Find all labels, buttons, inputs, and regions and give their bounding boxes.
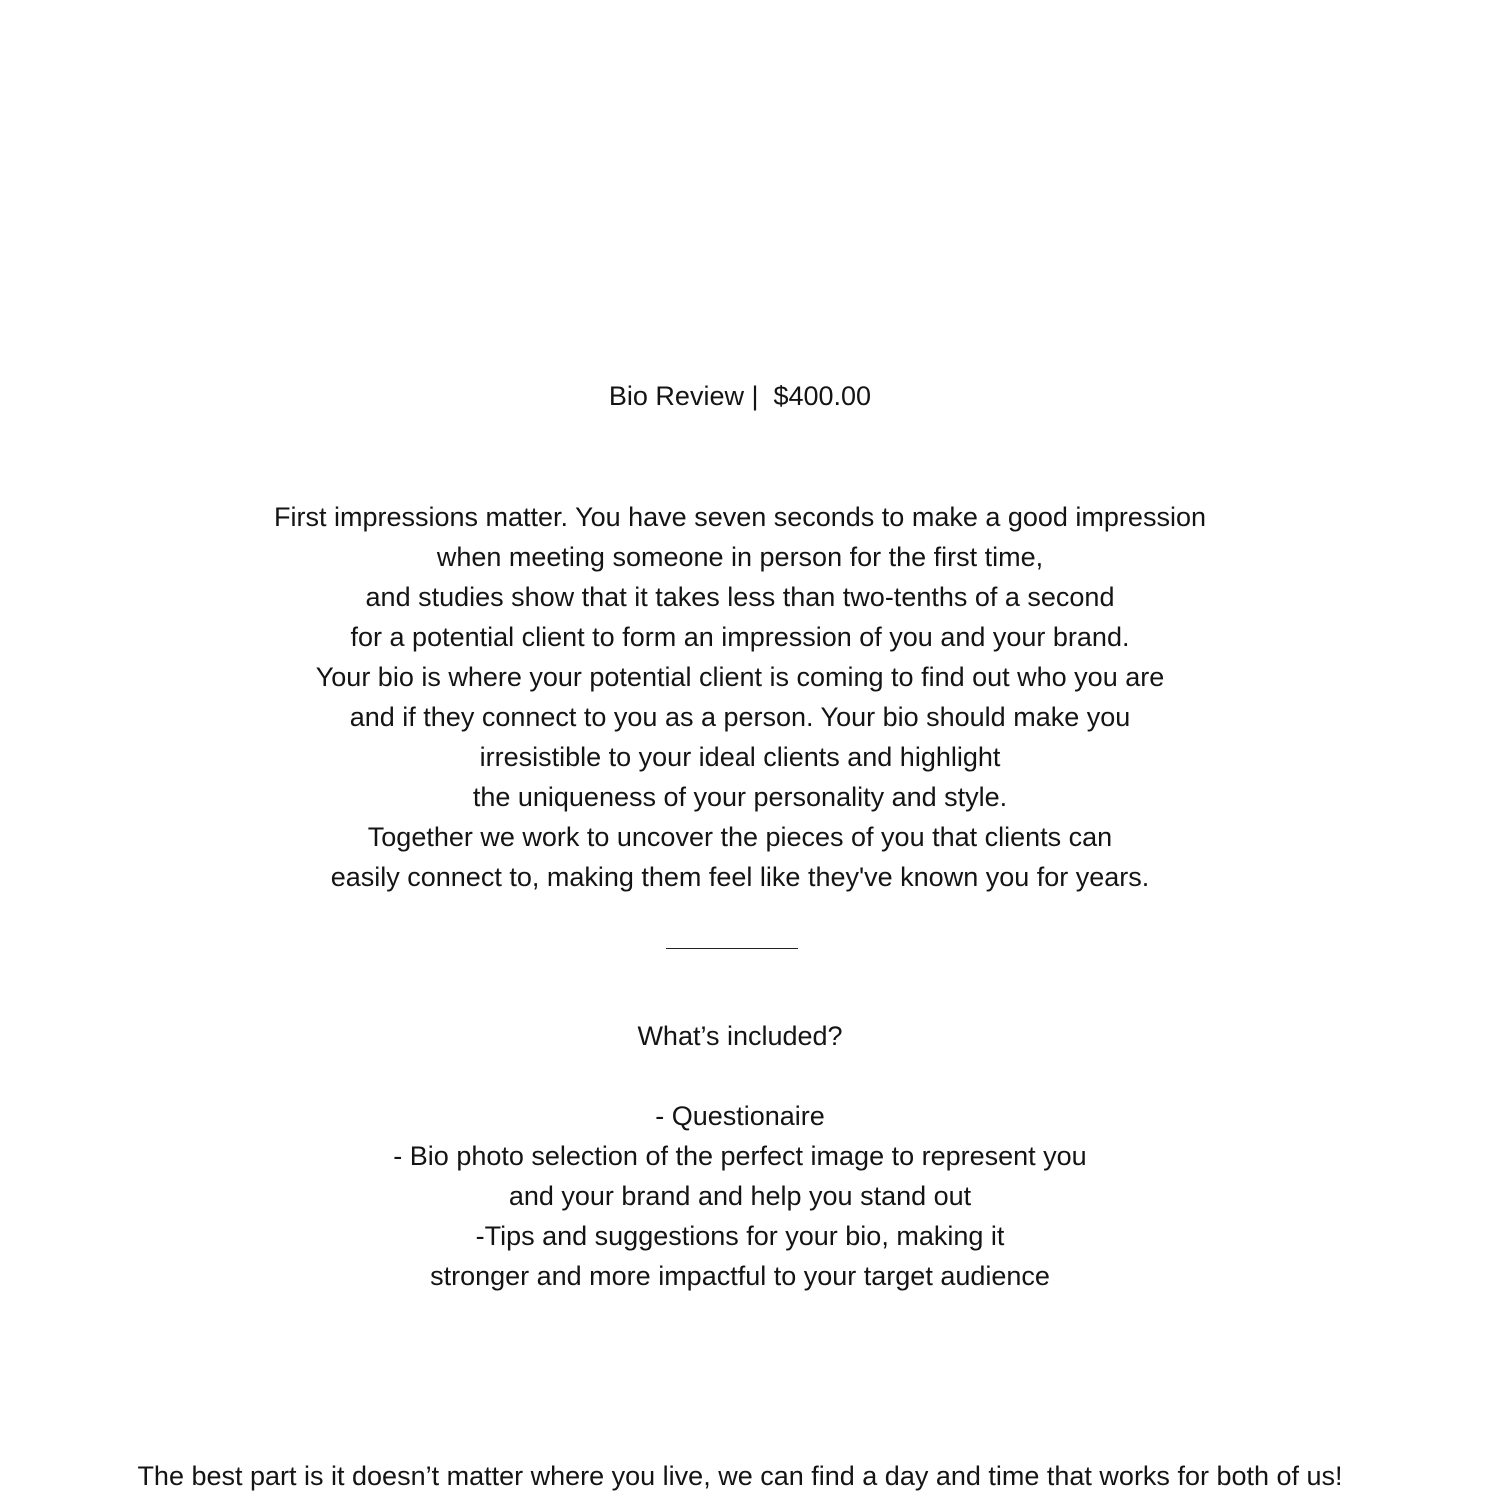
intro-line: Together we work to uncover the pieces of you that clients can [367, 822, 1113, 852]
intro-line: when meeting someone in person for the first time, [436, 542, 1044, 572]
included-item: stronger and more impactful to your target audience [430, 1261, 1050, 1291]
intro-line: easily connect to, making them feel like they've known you for years. [330, 862, 1150, 892]
included-item: -Tips and suggestions for your bio, making it [475, 1221, 1005, 1251]
included-item: - Bio photo selection of the perfect image to represent you [393, 1141, 1087, 1171]
included-list [0, 1096, 1480, 1296]
intro-description [0, 497, 1480, 897]
intro-line: and if they connect to you as a person. Your bio should make you [349, 702, 1131, 732]
intro-line: irresistible to your ideal clients and highlight [479, 742, 1001, 772]
included-item: and your brand and help you stand out [508, 1181, 972, 1211]
service-title: Bio Review | $400.00 [608, 381, 872, 411]
footer-note: The best part is it doesn’t matter where you live, we can find a day and time that works for both of us! [137, 1461, 1343, 1491]
intro-line: for a potential client to form an impression of you and your brand. [350, 622, 1130, 652]
section-divider [666, 948, 798, 949]
included-heading: What’s included? [637, 1021, 843, 1051]
intro-line: First impressions matter. You have seven seconds to make a good impression [274, 502, 1206, 532]
intro-line: the uniqueness of your personality and style. [472, 782, 1008, 812]
intro-line: and studies show that it takes less than two-tenths of a second [365, 582, 1115, 612]
included-item: - Questionaire [655, 1101, 825, 1131]
intro-line: Your bio is where your potential client is coming to find out who you are [315, 662, 1165, 692]
